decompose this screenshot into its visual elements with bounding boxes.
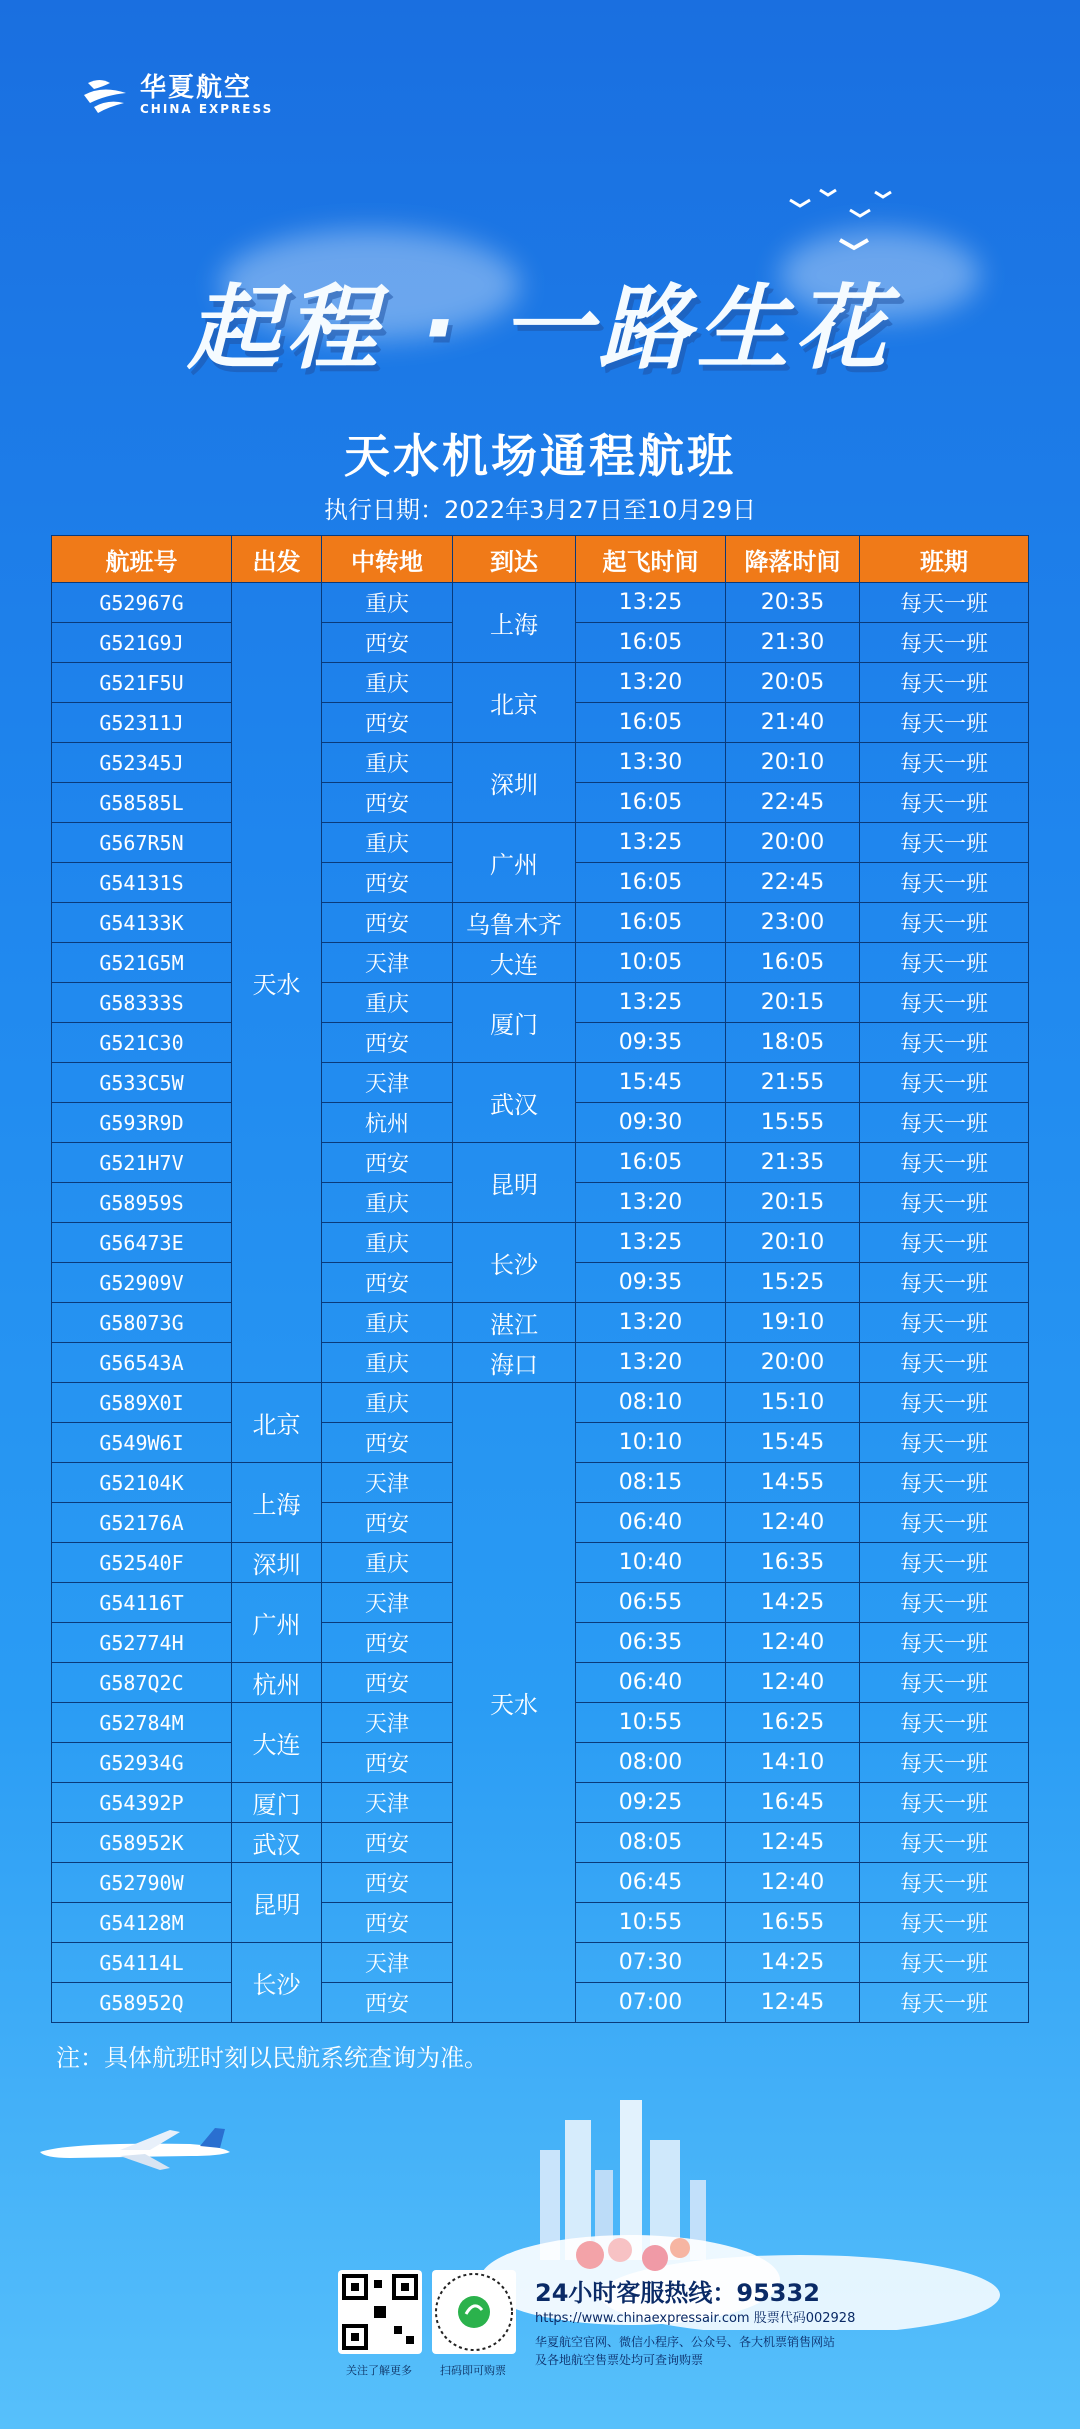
flight-number: G587Q2C — [52, 1663, 232, 1703]
arrive-time: 22:45 — [726, 863, 860, 903]
transit-city: 西安 — [322, 703, 453, 743]
airline-logo-icon — [80, 75, 130, 115]
schedule: 每天一班 — [860, 703, 1029, 743]
arrival-city: 湛江 — [453, 1303, 576, 1343]
depart-time: 13:25 — [576, 823, 726, 863]
purchase-info: 华夏航空官网、微信小程序、公众号、各大机票销售网站及各地航空售票处均可查询购票 — [535, 2335, 836, 2367]
transit-city: 重庆 — [322, 1343, 453, 1383]
depart-time: 08:05 — [576, 1823, 726, 1863]
arrive-time: 20:15 — [726, 1183, 860, 1223]
depart-time: 06:55 — [576, 1583, 726, 1623]
arrive-time: 21:55 — [726, 1063, 860, 1103]
arrival-city: 武汉 — [453, 1063, 576, 1143]
flight-number: G54131S — [52, 863, 232, 903]
hotline: 24小时客服热线：95332 — [535, 2279, 820, 2307]
arrive-time: 16:55 — [726, 1903, 860, 1943]
depart-time: 13:25 — [576, 1223, 726, 1263]
arrive-time: 20:10 — [726, 743, 860, 783]
table-row — [52, 1143, 1029, 1183]
arrive-time: 19:10 — [726, 1303, 860, 1343]
schedule: 每天一班 — [860, 1383, 1029, 1423]
schedule: 每天一班 — [860, 1063, 1029, 1103]
flight-number: G58073G — [52, 1303, 232, 1343]
flight-number: G56543A — [52, 1343, 232, 1383]
depart-time: 13:20 — [576, 1303, 726, 1343]
transit-city: 杭州 — [322, 1103, 453, 1143]
flight-number: G533C5W — [52, 1063, 232, 1103]
table-row — [52, 1343, 1029, 1383]
flight-number: G56473E — [52, 1223, 232, 1263]
arrive-time: 14:25 — [726, 1943, 860, 1983]
arrival-city: 上海 — [453, 583, 576, 663]
arrive-time: 16:05 — [726, 943, 860, 983]
departure-city: 杭州 — [232, 1663, 322, 1703]
schedule: 每天一班 — [860, 623, 1029, 663]
table-row — [52, 1063, 1029, 1103]
arrival-city: 北京 — [453, 663, 576, 743]
arrive-time: 20:00 — [726, 823, 860, 863]
schedule: 每天一班 — [860, 1663, 1029, 1703]
schedule: 每天一班 — [860, 1103, 1029, 1143]
transit-city: 西安 — [322, 1903, 453, 1943]
depart-time: 09:25 — [576, 1783, 726, 1823]
arrival-city: 昆明 — [453, 1143, 576, 1223]
transit-city: 重庆 — [322, 823, 453, 863]
schedule: 每天一班 — [860, 1263, 1029, 1303]
arrive-time: 15:10 — [726, 1383, 860, 1423]
depart-time: 13:25 — [576, 983, 726, 1023]
mini-program-code-icon — [432, 2270, 516, 2354]
arrival-city: 天水 — [453, 1383, 576, 2023]
depart-time: 13:20 — [576, 663, 726, 703]
arrive-time: 20:15 — [726, 983, 860, 1023]
schedule: 每天一班 — [860, 1583, 1029, 1623]
departure-city: 武汉 — [232, 1823, 322, 1863]
flight-number: G58952K — [52, 1823, 232, 1863]
transit-city: 西安 — [322, 1423, 453, 1463]
qr-label-buy: 扫码即可购票 — [440, 2364, 506, 2377]
transit-city: 重庆 — [322, 743, 453, 783]
schedule: 每天一班 — [860, 1143, 1029, 1183]
schedule: 每天一班 — [860, 1023, 1029, 1063]
transit-city: 天津 — [322, 1703, 453, 1743]
flight-number: G567R5N — [52, 823, 232, 863]
header-departure: 出发 — [232, 536, 322, 583]
depart-time: 08:00 — [576, 1743, 726, 1783]
flight-number: G52176A — [52, 1503, 232, 1543]
schedule: 每天一班 — [860, 1183, 1029, 1223]
arrive-time: 12:45 — [726, 1823, 860, 1863]
depart-time: 09:35 — [576, 1023, 726, 1063]
flight-number: G52774H — [52, 1623, 232, 1663]
schedule: 每天一班 — [860, 943, 1029, 983]
arrive-time: 12:40 — [726, 1503, 860, 1543]
flight-number: G52934G — [52, 1743, 232, 1783]
transit-city: 西安 — [322, 1863, 453, 1903]
transit-city: 西安 — [322, 1023, 453, 1063]
depart-time: 13:20 — [576, 1343, 726, 1383]
depart-time: 10:55 — [576, 1703, 726, 1743]
arrive-time: 23:00 — [726, 903, 860, 943]
depart-time: 08:10 — [576, 1383, 726, 1423]
arrive-time: 20:05 — [726, 663, 860, 703]
transit-city: 西安 — [322, 1143, 453, 1183]
arrive-time: 15:55 — [726, 1103, 860, 1143]
page-title: 天水机场通程航班 — [344, 429, 736, 483]
depart-time: 07:30 — [576, 1943, 726, 1983]
arrival-city: 长沙 — [453, 1223, 576, 1303]
flight-number: G52967G — [52, 583, 232, 623]
depart-time: 16:05 — [576, 1143, 726, 1183]
transit-city: 天津 — [322, 1943, 453, 1983]
departure-city: 天水 — [232, 583, 322, 1383]
transit-city: 重庆 — [322, 583, 453, 623]
schedule: 每天一班 — [860, 1983, 1029, 2023]
logo-cn: 华夏航空 — [140, 73, 253, 103]
arrive-time: 20:10 — [726, 1223, 860, 1263]
flight-number: G521H7V — [52, 1143, 232, 1183]
arrival-city: 海口 — [453, 1343, 576, 1383]
depart-time: 10:55 — [576, 1903, 726, 1943]
transit-city: 西安 — [322, 1663, 453, 1703]
depart-time: 10:10 — [576, 1423, 726, 1463]
arrive-time: 18:05 — [726, 1023, 860, 1063]
departure-city: 厦门 — [232, 1783, 322, 1823]
arrive-time: 21:35 — [726, 1143, 860, 1183]
arrive-time: 14:10 — [726, 1743, 860, 1783]
depart-time: 15:45 — [576, 1063, 726, 1103]
table-row — [52, 1303, 1029, 1343]
flight-number: G589X0I — [52, 1383, 232, 1423]
arrive-time: 14:25 — [726, 1583, 860, 1623]
depart-time: 07:00 — [576, 1983, 726, 2023]
arrive-time: 21:30 — [726, 623, 860, 663]
schedule: 每天一班 — [860, 863, 1029, 903]
schedule: 每天一班 — [860, 1503, 1029, 1543]
transit-city: 西安 — [322, 1503, 453, 1543]
arrive-time: 16:35 — [726, 1543, 860, 1583]
depart-time: 13:25 — [576, 583, 726, 623]
depart-time: 08:15 — [576, 1463, 726, 1503]
transit-city: 重庆 — [322, 983, 453, 1023]
header-transit: 中转地 — [322, 536, 453, 583]
schedule: 每天一班 — [860, 1783, 1029, 1823]
schedule: 每天一班 — [860, 583, 1029, 623]
qr-code-icon — [338, 2270, 422, 2354]
schedule: 每天一班 — [860, 1343, 1029, 1383]
flight-number: G58333S — [52, 983, 232, 1023]
schedule: 每天一班 — [860, 903, 1029, 943]
flight-number: G54114L — [52, 1943, 232, 1983]
depart-time: 06:45 — [576, 1863, 726, 1903]
arrive-time: 16:45 — [726, 1783, 860, 1823]
flight-number: G54116T — [52, 1583, 232, 1623]
table-row — [52, 583, 1029, 623]
schedule: 每天一班 — [860, 823, 1029, 863]
arrive-time: 15:45 — [726, 1423, 860, 1463]
flight-number: G521G9J — [52, 623, 232, 663]
arrive-time: 20:35 — [726, 583, 860, 623]
schedule: 每天一班 — [860, 1823, 1029, 1863]
arrive-time: 21:40 — [726, 703, 860, 743]
qr-label-follow: 关注了解更多 — [346, 2364, 412, 2377]
flight-number: G521C30 — [52, 1023, 232, 1063]
header-arrival: 到达 — [453, 536, 576, 583]
qr-code-buy[interactable] — [432, 2270, 516, 2354]
schedule: 每天一班 — [860, 1703, 1029, 1743]
schedule: 每天一班 — [860, 1743, 1029, 1783]
footnote: 注：具体航班时刻以民航系统查询为准。 — [56, 2044, 488, 2072]
depart-time: 10:05 — [576, 943, 726, 983]
flight-table — [51, 535, 1029, 2023]
departure-city: 深圳 — [232, 1543, 322, 1583]
depart-time: 16:05 — [576, 623, 726, 663]
departure-city: 广州 — [232, 1583, 322, 1663]
arrival-city: 乌鲁木齐 — [453, 903, 576, 943]
flight-number: G58959S — [52, 1183, 232, 1223]
transit-city: 西安 — [322, 783, 453, 823]
departure-city: 长沙 — [232, 1943, 322, 2023]
transit-city: 天津 — [322, 1783, 453, 1823]
schedule: 每天一班 — [860, 743, 1029, 783]
schedule: 每天一班 — [860, 1423, 1029, 1463]
table-row — [52, 663, 1029, 703]
transit-city: 天津 — [322, 943, 453, 983]
flight-number: G52909V — [52, 1263, 232, 1303]
transit-city: 西安 — [322, 1983, 453, 2023]
schedule: 每天一班 — [860, 663, 1029, 703]
transit-city: 重庆 — [322, 1383, 453, 1423]
depart-time: 16:05 — [576, 903, 726, 943]
table-row — [52, 903, 1029, 943]
transit-city: 重庆 — [322, 1223, 453, 1263]
table-row — [52, 743, 1029, 783]
flight-number: G52540F — [52, 1543, 232, 1583]
schedule: 每天一班 — [860, 1623, 1029, 1663]
departure-city: 上海 — [232, 1463, 322, 1543]
arrive-time: 12:40 — [726, 1623, 860, 1663]
arrive-time: 15:25 — [726, 1263, 860, 1303]
logo-en: CHINA EXPRESS — [140, 101, 274, 116]
header-depart-time: 起飞时间 — [576, 536, 726, 583]
schedule: 每天一班 — [860, 1303, 1029, 1343]
flight-number: G521F5U — [52, 663, 232, 703]
schedule: 每天一班 — [860, 1863, 1029, 1903]
date-range: 执行日期：2022年3月27日至10月29日 — [324, 496, 756, 524]
schedule: 每天一班 — [860, 783, 1029, 823]
flight-number: G52311J — [52, 703, 232, 743]
depart-time: 06:40 — [576, 1503, 726, 1543]
depart-time: 06:35 — [576, 1623, 726, 1663]
schedule: 每天一班 — [860, 1223, 1029, 1263]
transit-city: 重庆 — [322, 663, 453, 703]
flight-number: G52345J — [52, 743, 232, 783]
flight-number: G52784M — [52, 1703, 232, 1743]
departure-city: 大连 — [232, 1703, 322, 1783]
table-row — [52, 1223, 1029, 1263]
transit-city: 西安 — [322, 1823, 453, 1863]
arrive-time: 16:25 — [726, 1703, 860, 1743]
airplane-icon — [30, 2120, 250, 2180]
depart-time: 16:05 — [576, 783, 726, 823]
depart-time: 10:40 — [576, 1543, 726, 1583]
transit-city: 天津 — [322, 1463, 453, 1503]
transit-city: 西安 — [322, 863, 453, 903]
header-flight-no: 航班号 — [52, 536, 232, 583]
depart-time: 13:30 — [576, 743, 726, 783]
depart-time: 16:05 — [576, 863, 726, 903]
depart-time: 09:35 — [576, 1263, 726, 1303]
website-url[interactable]: https://www.chinaexpressair.com 股票代码002928 — [535, 2311, 856, 2326]
arrive-time: 22:45 — [726, 783, 860, 823]
schedule: 每天一班 — [860, 1943, 1029, 1983]
table-header-row — [52, 536, 1029, 583]
transit-city: 西安 — [322, 1263, 453, 1303]
transit-city: 西安 — [322, 1743, 453, 1783]
depart-time: 16:05 — [576, 703, 726, 743]
flight-number: G58585L — [52, 783, 232, 823]
table-row — [52, 1383, 1029, 1423]
depart-time: 09:30 — [576, 1103, 726, 1143]
transit-city: 重庆 — [322, 1543, 453, 1583]
transit-city: 西安 — [322, 1623, 453, 1663]
slogan: 起程 · 一路生花 — [187, 275, 893, 382]
schedule: 每天一班 — [860, 983, 1029, 1023]
arrive-time: 12:40 — [726, 1863, 860, 1903]
schedule: 每天一班 — [860, 1903, 1029, 1943]
arrival-city: 大连 — [453, 943, 576, 983]
flight-number: G52790W — [52, 1863, 232, 1903]
qr-code-follow[interactable] — [338, 2270, 422, 2354]
logo — [80, 74, 273, 116]
arrive-time: 14:55 — [726, 1463, 860, 1503]
depart-time: 13:20 — [576, 1183, 726, 1223]
table-row — [52, 943, 1029, 983]
transit-city: 西安 — [322, 623, 453, 663]
table-row — [52, 983, 1029, 1023]
arrival-city: 厦门 — [453, 983, 576, 1063]
arrive-time: 12:40 — [726, 1663, 860, 1703]
depart-time: 06:40 — [576, 1663, 726, 1703]
arrival-city: 深圳 — [453, 743, 576, 823]
arrival-city: 广州 — [453, 823, 576, 903]
flight-number: G52104K — [52, 1463, 232, 1503]
transit-city: 重庆 — [322, 1303, 453, 1343]
schedule: 每天一班 — [860, 1543, 1029, 1583]
header-schedule: 班期 — [860, 536, 1029, 583]
schedule: 每天一班 — [860, 1463, 1029, 1503]
transit-city: 西安 — [322, 903, 453, 943]
departure-city: 昆明 — [232, 1863, 322, 1943]
flight-number: G54392P — [52, 1783, 232, 1823]
header-arrive-time: 降落时间 — [726, 536, 860, 583]
flight-number: G549W6I — [52, 1423, 232, 1463]
transit-city: 天津 — [322, 1063, 453, 1103]
flight-number: G593R9D — [52, 1103, 232, 1143]
flight-number: G521G5M — [52, 943, 232, 983]
table-row — [52, 823, 1029, 863]
arrive-time: 12:45 — [726, 1983, 860, 2023]
departure-city: 北京 — [232, 1383, 322, 1463]
flight-number: G54128M — [52, 1903, 232, 1943]
flight-number: G54133K — [52, 903, 232, 943]
transit-city: 天津 — [322, 1583, 453, 1623]
transit-city: 重庆 — [322, 1183, 453, 1223]
flight-number: G58952Q — [52, 1983, 232, 2023]
arrive-time: 20:00 — [726, 1343, 860, 1383]
